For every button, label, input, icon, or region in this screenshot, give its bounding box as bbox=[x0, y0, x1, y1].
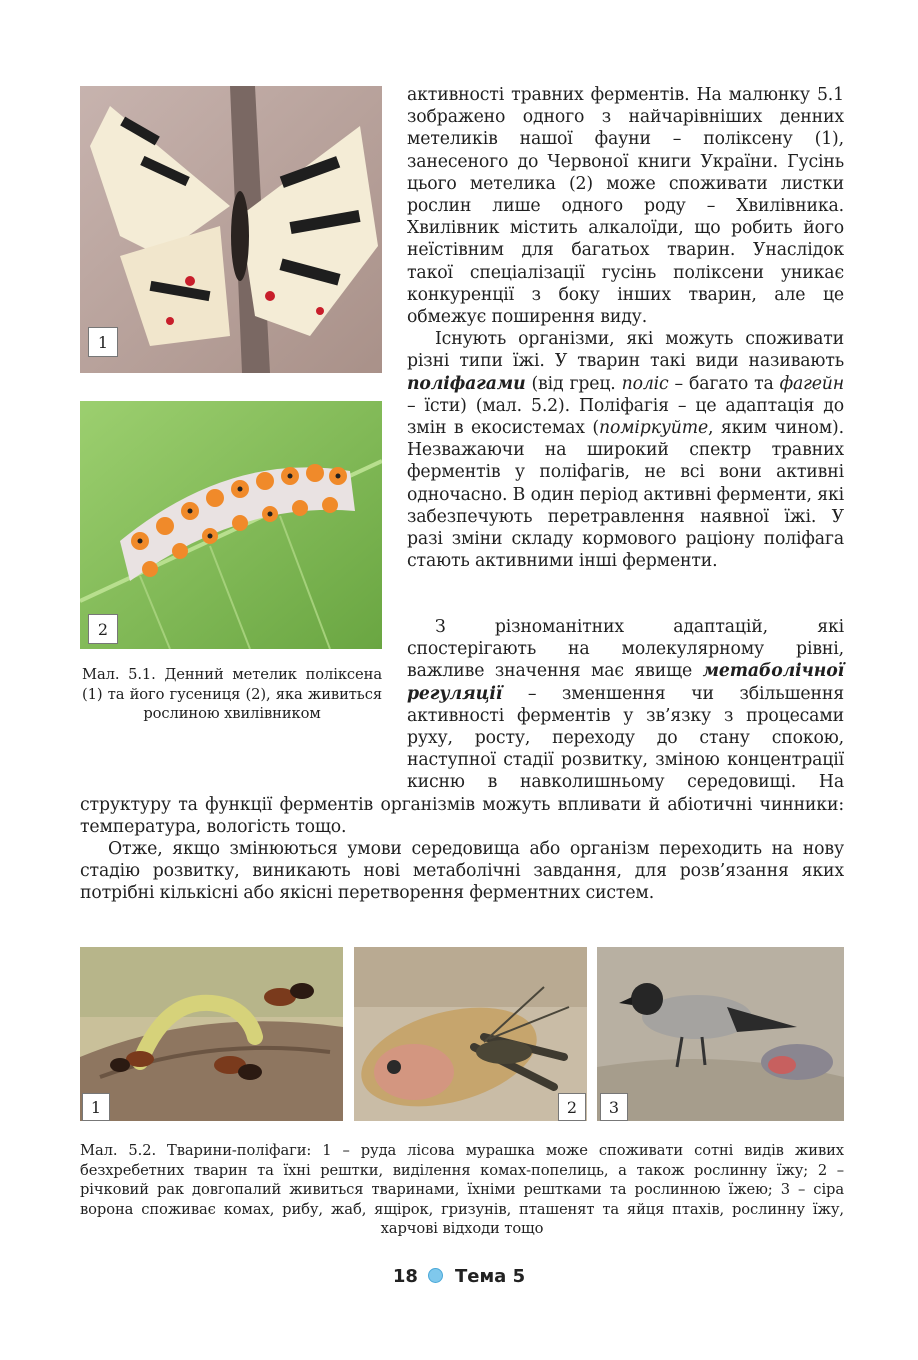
figure-5-2-caption: Мал. 5.2. Тварини-поліфаги: 1 – руда лісова мурашка може споживати сотні видів живих безхребетних тварин та їхні рештки, виділення комах-попелиць, а також рослинну їжу; 2 – річковий рак довгопалий живиться тваринами, їхніми рештками та рослинною їжею; 3 – сіра ворона споживає комах, рибу, жаб, ящірок, гризунів, пташенят та яйця птахів, рослинну їжу, харчові відходи тощо bbox=[80, 1142, 844, 1238]
topic-label: Тема 5 bbox=[454, 1266, 526, 1287]
crayfish-photo bbox=[354, 947, 587, 1121]
page-number: 18 bbox=[392, 1266, 418, 1287]
caterpillar-photo bbox=[80, 401, 382, 649]
crow-photo bbox=[597, 947, 844, 1121]
right-column-text bbox=[407, 84, 844, 572]
figure-5-2-photo-1-number: 1 bbox=[82, 1093, 110, 1121]
paragraph-conclusion: Отже, якщо змінюються умови середовища або організм переходить на нову стадію розвитку, виникають нові метаболічні завдання, для розв’язання яких потрібні кількісні або якісні перетворення ферментних систем. bbox=[80, 839, 844, 904]
bullet-dot-icon bbox=[428, 1268, 443, 1283]
figure-5-2-photo-2-number: 2 bbox=[558, 1093, 586, 1121]
figure-5-1-photo-1-number: 1 bbox=[88, 327, 118, 357]
term-metabolic-regulation: метаболічної регуляції bbox=[407, 661, 844, 704]
figure-5-1-caption: Мал. 5.1. Денний метелик поліксена (1) та його гусениця (2), яка живиться рослиною хвилівником bbox=[82, 666, 382, 723]
figure-5-1-photo-2-number: 2 bbox=[88, 614, 118, 644]
figure-5-2-photo-3-number: 3 bbox=[600, 1093, 628, 1121]
paragraph-monophagy: активності травних ферментів. На малюнку 5.1 зображено одного з найчарівніших денних метеликів нашої фауни – поліксену (1), занесеного до Червоної книги України. Гусінь цього метелика (2) може споживати листки рослин лише одного роду – Хвилівника. Хвилівник містить алкалоїди, що робить його неїстівним для багатьох тварин. Унаслідок такої спеціалізації гусінь поліксени уникає конкуренції з боку інших тварин, але це обмежує поширення виду. bbox=[407, 85, 844, 328]
paragraph-polyphagy: Існують організми, які можуть споживати різні типи їжі. У тварин такі види називають поліфагами (від грец. поліс – багато та фагейн – їсти) (мал. 5.2). Поліфагія – це адаптація до змін в екосистемах (поміркуйте, яким чином). Незважаючи на широкий спектр травних ферментів у поліфагів, не всі вони активні одночасно. В один період активні ферменти, які забезпечують перетравлення наявної їжі. У разі зміни складу кормового раціону поліфага стають активними інші ферменти. bbox=[407, 329, 844, 572]
paragraph-metabolic-regulation: З різноманітних адаптацій, які спостерігають на молекулярному рівні, важливе значення має явище метаболічної регуляції – зменшення чи збільшення активності ферментів у зв’язку з процесами руху, росту, переходу до стану спокою, наступної стадії розвитку, зміною концентрації кисню в навколишньому середовищі. На структуру та функції ферментів організмів можуть впливати й абіотичні чинники: температура, вологість тощо. bbox=[80, 617, 844, 837]
page-footer bbox=[0, 1266, 918, 1287]
ants-photo bbox=[80, 947, 343, 1121]
term-polyphages: поліфагами bbox=[407, 373, 526, 394]
butterfly-photo bbox=[80, 86, 382, 373]
